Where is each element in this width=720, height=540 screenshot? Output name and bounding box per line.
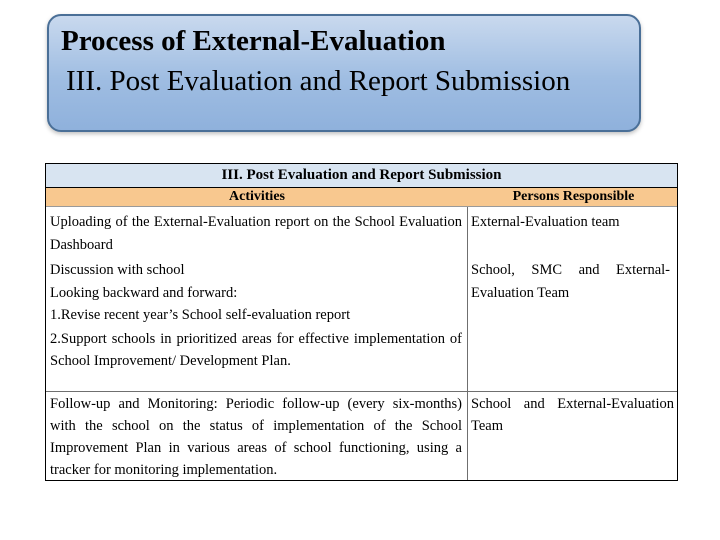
row-2-line-3: 1.Revise recent year’s School self-evaluation report — [50, 307, 351, 323]
row-2-line-2: Looking backward and forward: — [50, 284, 238, 301]
evaluation-table — [45, 163, 678, 481]
page-title: Process of External-Evaluation — [61, 25, 446, 57]
row-3-activity: Follow-up and Monitoring: Periodic follow-up (every six-months) with the school on the status of implementation of the School Improvement Plan in various areas of school functioning, using a tracker for monitoring implementation. — [50, 396, 462, 478]
column-header-row — [46, 188, 677, 207]
table-header: III. Post Evaluation and Report Submission — [46, 164, 677, 188]
row-3-responsible: School and External-Evaluation Team — [471, 396, 674, 434]
row-2-line-4: 2.Support schools in prioritized areas for effective implementation of School Improvement/ Development Plan. — [50, 330, 462, 369]
row-2-responsible: School, SMC and External-Evaluation Team — [471, 262, 670, 301]
page-subtitle: III. Post Evaluation and Report Submission — [66, 65, 571, 97]
column-divider — [467, 207, 468, 480]
column-header-activities: Activities — [229, 189, 285, 204]
row-divider — [46, 391, 677, 392]
column-header-persons-responsible: Persons Responsible — [512, 189, 635, 204]
title-box — [47, 14, 641, 132]
row-2-line-1: Discussion with school — [50, 262, 185, 278]
row-2-activity — [50, 259, 462, 373]
row-1-responsible: External-Evaluation team — [471, 214, 620, 230]
row-1-activity: Uploading of the External-Evaluation report on the School Evaluation Dashboard — [50, 214, 462, 253]
